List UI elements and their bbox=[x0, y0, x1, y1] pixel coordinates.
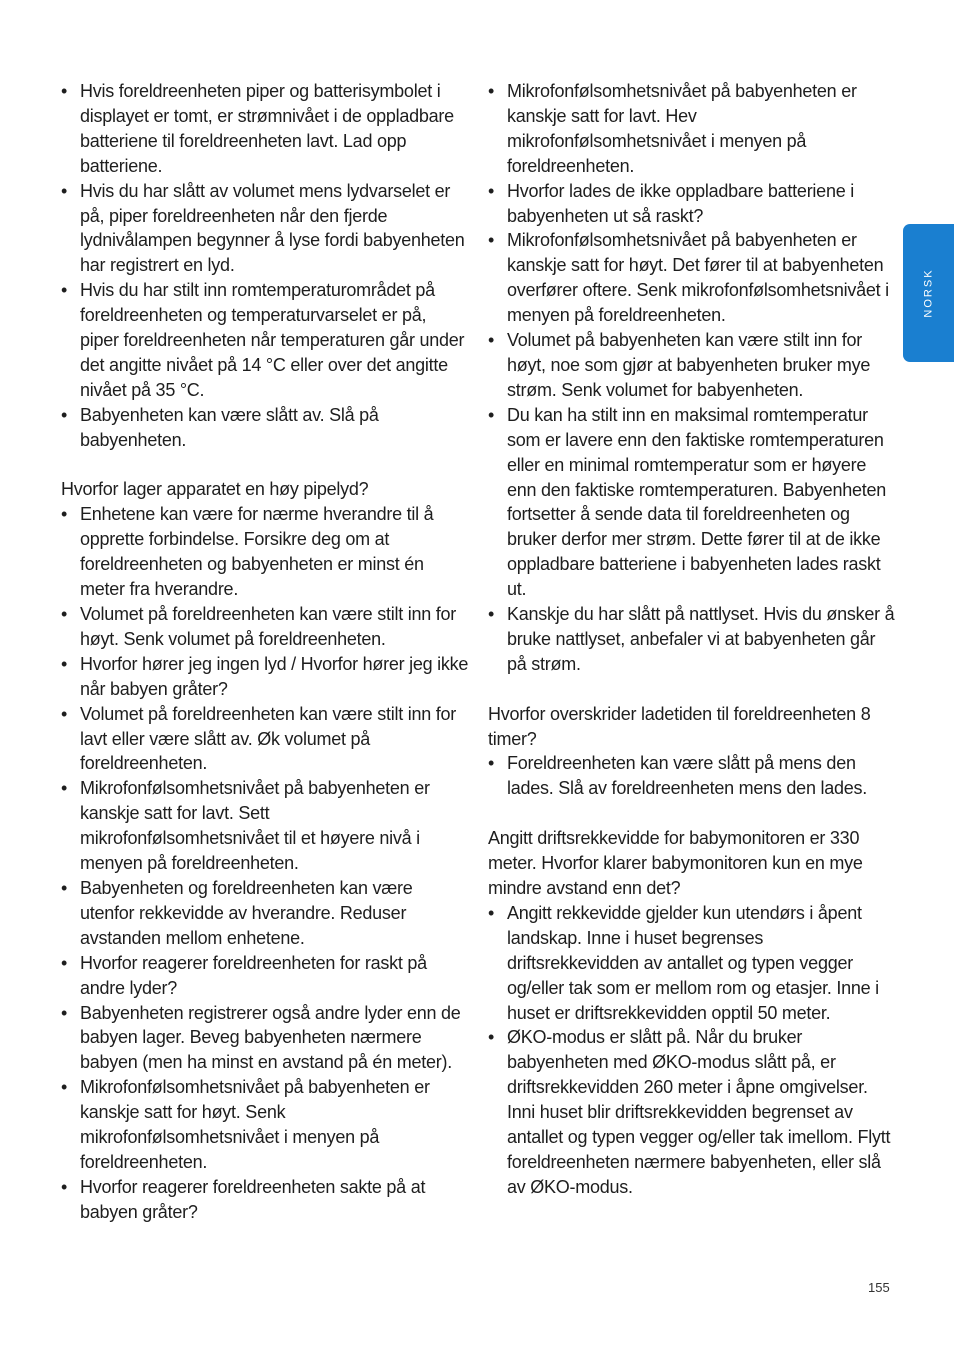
list-item: • Babyenheten kan være slått av. Slå på babyenheten. bbox=[61, 403, 469, 453]
list-item: • Mikrofonfølsomhetsnivået på babyenheten er kanskje satt for høyt. Senk mikrofonfølsomhetsnivået i menyen på foreldreenheten. bbox=[61, 1075, 469, 1175]
list-item: • Mikrofonfølsomhetsnivået på babyenheten er kanskje satt for høyt. Det fører til at babyenheten overfører oftere. Senk mikrofonfølsomhetsnivået i menyen på foreldreenheten. bbox=[488, 228, 896, 328]
left-column bbox=[61, 79, 469, 1225]
page-number: 155 bbox=[868, 1280, 890, 1295]
list-item: • Kanskje du har slått på nattlyset. Hvis du ønsker å bruke nattlyset, anbefaler vi at babyenheten går på strøm. bbox=[488, 602, 896, 677]
list-item: • Hvis du har slått av volumet mens lydvarselet er på, piper foreldreenheten når den fjerde lydnivålampen begynner å lyse fordi babyenheten har registrert en lyd. bbox=[61, 179, 469, 279]
section-heading: Hvorfor overskrider ladetiden til foreldreenheten 8 timer? bbox=[488, 703, 871, 749]
list-item: • Volumet på foreldreenheten kan være stilt inn for lavt eller være slått av. Øk volumet på foreldreenheten. bbox=[61, 702, 469, 777]
list-item: • Foreldreenheten kan være slått på mens den lades. Slå av foreldreenheten mens den lades. bbox=[488, 751, 896, 801]
list-item: • Hvorfor reagerer foreldreenheten for raskt på andre lyder? bbox=[61, 951, 469, 1001]
list-item: • Hvorfor lades de ikke oppladbare batteriene i babyenheten ut så raskt? bbox=[488, 179, 896, 229]
left-intro-list bbox=[61, 79, 469, 453]
right-section-1 bbox=[488, 702, 896, 802]
right-section-1-list bbox=[488, 751, 896, 801]
right-column bbox=[488, 79, 896, 1200]
right-intro-list bbox=[488, 79, 896, 677]
list-item: • Hvis foreldreenheten piper og batterisymbolet i displayet er tomt, er strømnivået i de oppladbare batteriene til foreldreenheten lavt. Lad opp batteriene. bbox=[61, 79, 469, 179]
section-heading: Angitt driftsrekkevidde for babymonitoren er 330 meter. Hvorfor klarer babymonitoren kun en mye mindre avstand enn det? bbox=[488, 828, 863, 898]
list-item: • Mikrofonfølsomhetsnivået på babyenheten er kanskje satt for lavt. Sett mikrofonfølsomhetsnivået til et høyere nivå i menyen på foreldreenheten. bbox=[61, 776, 469, 876]
list-item: • Babyenheten og foreldreenheten kan være utenfor rekkevidde av hverandre. Reduser avstanden mellom enhetene. bbox=[61, 876, 469, 951]
list-item: • Du kan ha stilt inn en maksimal romtemperatur som er lavere enn den faktiske romtemperaturen eller en minimal romtemperatur som er høyere enn den faktiske romtemperaturen. Babyenheten fortsetter å sende data til foreldreenheten og bruker derfor mer strøm. Dette fører til at de ikke oppladbare batteriene i babyenheten lades raskt ut. bbox=[488, 403, 896, 602]
list-item: • Hvorfor reagerer foreldreenheten sakte på at babyen gråter? bbox=[61, 1175, 469, 1225]
list-item: • Hvorfor hører jeg ingen lyd / Hvorfor hører jeg ikke når babyen gråter? bbox=[61, 652, 469, 702]
left-section bbox=[61, 477, 469, 1224]
list-item: • Babyenheten registrerer også andre lyder enn de babyen lager. Beveg babyenheten nærmere babyen (men ha minst en avstand på én meter). bbox=[61, 1001, 469, 1076]
list-item: • Mikrofonfølsomhetsnivået på babyenheten er kanskje satt for lavt. Hev mikrofonfølsomhetsnivået i menyen på foreldreenheten. bbox=[488, 79, 896, 179]
list-item: • ØKO-modus er slått på. Når du bruker babyenheten med ØKO-modus slått på, er driftsrekkevidden 260 meter i åpne omgivelser. Inni huset blir driftsrekkevidden begrenset av antallet og typen vegger og/eller tak imellom. Flytt foreldreenheten nærmere babyenheten, eller slå av ØKO-modus. bbox=[488, 1025, 896, 1199]
list-item: • Volumet på babyenheten kan være stilt inn for høyt, noe som gjør at babyenheten bruker mye strøm. Senk volumet for babyenheten. bbox=[488, 328, 896, 403]
list-item: • Hvis du har stilt inn romtemperaturområdet på foreldreenheten og temperaturvarselet er på, piper foreldreenheten når temperaturen går under det angitte nivået på 14 °C eller over det angitte nivået på 35 °C. bbox=[61, 278, 469, 403]
language-tab-label: NORSK bbox=[922, 268, 935, 318]
section-heading: Hvorfor lager apparatet en høy pipelyd? bbox=[61, 479, 369, 500]
right-section-2-list bbox=[488, 901, 896, 1200]
list-item: • Angitt rekkevidde gjelder kun utendørs i åpent landskap. Inne i huset begrenses driftsrekkevidden av antallet og typen vegger og/eller tak som er mellom rom og etasjer. Inne i huset er driftsrekkevidden opptil 50 meter. bbox=[488, 901, 896, 1026]
list-item: • Volumet på foreldreenheten kan være stilt inn for høyt. Senk volumet på foreldreenheten. bbox=[61, 602, 469, 652]
list-item: • Enhetene kan være for nærme hverandre til å opprette forbindelse. Forsikre deg om at foreldreenheten og babyenheten er minst én meter fra hverandre. bbox=[61, 502, 469, 602]
right-section-2 bbox=[488, 826, 896, 1200]
language-tab bbox=[903, 224, 954, 362]
left-section-list bbox=[61, 502, 469, 1224]
